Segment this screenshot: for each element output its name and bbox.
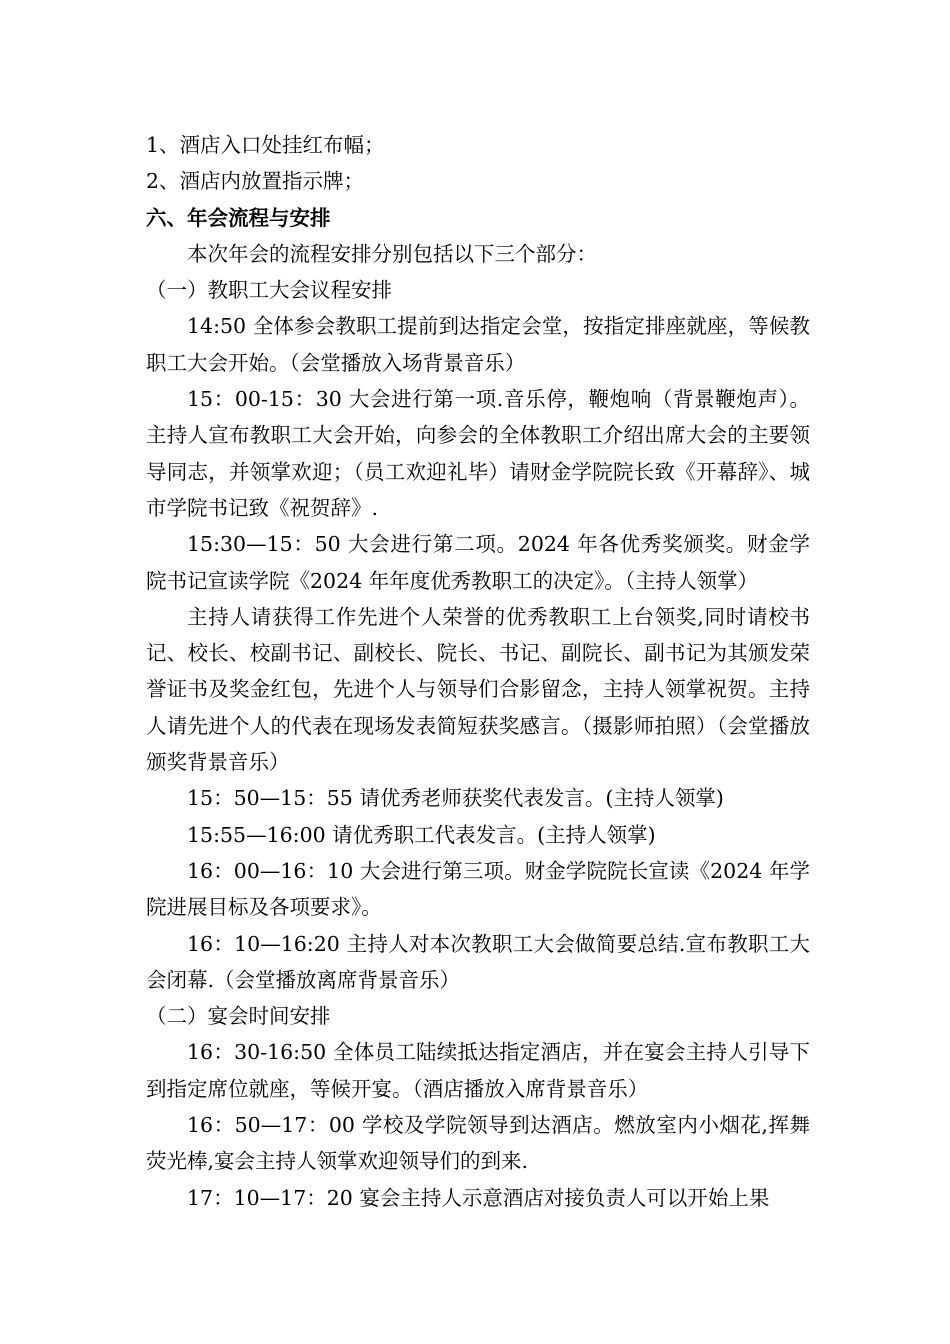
item-2: 2、酒店内放置指示牌； bbox=[146, 169, 365, 194]
part-1-paragraph-3: 15:30—15：50 大会进行第二项。2024 年各优秀奖颁奖。财金学院书记宣读学院《2024 年年度优秀教职工的决定》。（主持人领掌） bbox=[146, 532, 810, 593]
part-1-paragraph-2: 15：00-15：30 大会进行第一项.音乐停，鞭炮响（背景鞭炮声）。主持人宣布教职工大会开始，向参会的全体教职工介绍出席大会的主要领导同志，并领掌欢迎；（员工欢迎礼毕）请财金学院院长致《开幕辞》、城市学院书记致《祝贺辞》. bbox=[146, 387, 810, 520]
part-2-paragraph-2: 16：50—17：00 学校及学院领导到达酒店。燃放室内小烟花,挥舞荧光棒,宴会主持人领掌欢迎领导们的到来. bbox=[146, 1113, 810, 1174]
section-6-intro: 本次年会的流程安排分别包括以下三个部分： bbox=[187, 241, 597, 266]
part-1-paragraph-7: 16：00—16：10 大会进行第三项。财金学院院长宣读《2024 年学院进展目标及各项要求》。 bbox=[146, 858, 810, 920]
document-page bbox=[146, 127, 810, 1216]
part-1-paragraph-6: 15:55—16:00 请优秀职工代表发言。(主持人领掌) bbox=[187, 822, 656, 847]
item-1: 1、酒店入口处挂红布幅； bbox=[146, 133, 385, 157]
part-1-heading: （一）教职工大会议程安排 bbox=[146, 278, 392, 303]
part-1-paragraph-1: 14:50 全体参会教职工提前到达指定会堂，按指定排座就座，等候教职工大会开始。（会堂播放入场背景音乐） bbox=[146, 314, 810, 375]
section-6-heading: 六、年会流程与安排 bbox=[146, 205, 331, 230]
part-1-paragraph-8: 16：10—16:20 主持人对本次教职工大会做简要总结.宣布教职工大会闭幕.（会堂播放离席背景音乐） bbox=[146, 931, 810, 992]
part-1-paragraph-5: 15：50—15：55 请优秀老师获奖代表发言。(主持人领掌) bbox=[187, 786, 724, 811]
part-2-heading: （二）宴会时间安排 bbox=[146, 1004, 331, 1029]
part-2-paragraph-3: 17：10—17：20 宴会主持人示意酒店对接负责人可以开始上果 bbox=[187, 1185, 770, 1210]
part-1-paragraph-4: 主持人请获得工作先进个人荣誉的优秀教职工上台领奖,同时请校书记、校长、校副书记、副校长、院长、书记、副院长、副书记为其颁发荣誉证书及奖金红包，先进个人与领导们合影留念，主持人领掌祝贺。主持人请先进个人的代表在现场发表简短获奖感言。（摄影师拍照）（会堂播放颁奖背景音乐） bbox=[146, 604, 810, 775]
part-2-paragraph-1: 16：30-16:50 全体员工陆续抵达指定酒店，并在宴会主持人引导下到指定席位就座，等候开宴。（酒店播放入席背景音乐） bbox=[146, 1040, 810, 1101]
